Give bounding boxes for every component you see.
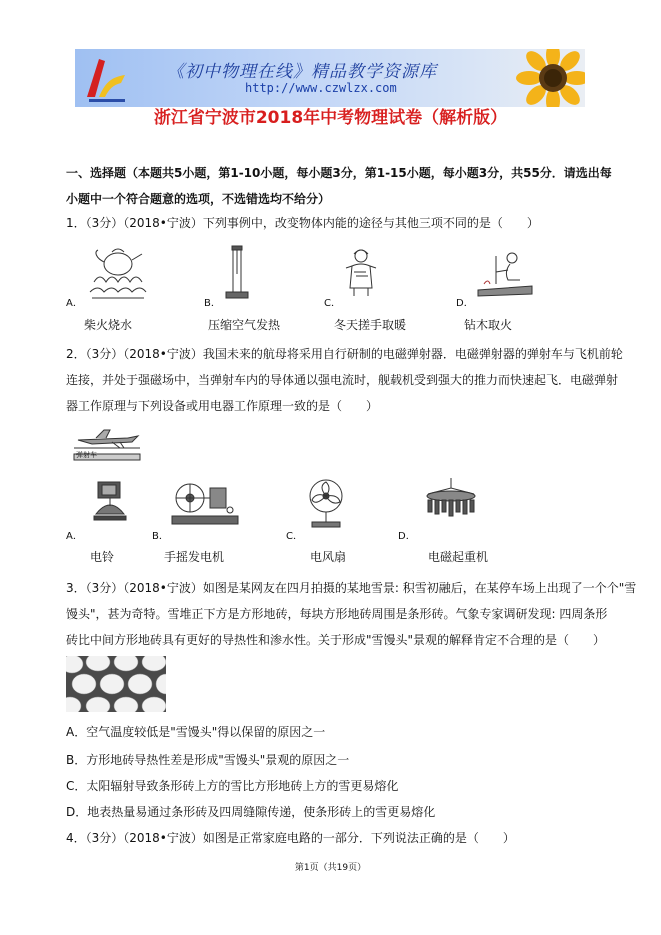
- q2-option-b-caption: 手摇发电机: [164, 550, 225, 564]
- question-1-stem: 1．（3分）（2018•宁波）下列事例中，改变物体内能的途径与其他三项不同的是（ ）: [66, 216, 539, 230]
- electromagnetic-crane-icon: [422, 478, 480, 524]
- drilling-wood-fire-icon: [474, 250, 536, 298]
- catapult-label: 弹射车: [76, 451, 97, 459]
- q1-option-b-caption: 压缩空气发热: [208, 318, 281, 332]
- question-2-line2: 连接，并处于强磁场中，当弹射车内的导体通以强电流时，舰载机受到强大的推力而快速起飞．电磁弹射: [66, 373, 619, 387]
- sunflower-icon: [485, 49, 585, 107]
- q1-option-a-letter: A．: [66, 298, 83, 309]
- q2-option-a-caption: 电铃: [90, 550, 115, 564]
- banner-text: 《初中物理在线》精品教学资源库: [167, 62, 437, 82]
- page-footer: 第1页（共19页）: [294, 863, 367, 873]
- q1-option-d-letter: D．: [456, 298, 474, 309]
- electric-fan-icon: [304, 478, 348, 530]
- question-3-line3: 砖比中间方形地砖具有更好的导热性和渗水性。关于形成"雪馒头"景观的解释肯定不合理的是（ ）: [66, 633, 606, 647]
- question-2-line3: 器工作原理与下列设备或用电器工作原理一致的是（ ）: [66, 399, 379, 413]
- aircraft-catapult-figure: [72, 428, 144, 466]
- section-header-line1: 一、选择题（本题共5小题，第1-10小题，每小题3分，第1-15小题，每小题3分，共55分．请选出每: [66, 166, 612, 180]
- q3-option-c: C．太阳辐射导致条形砖上方的雪比方形地砖上方的雪更易熔化: [66, 779, 399, 793]
- electric-bell-icon: [90, 478, 130, 524]
- q1-option-c-letter: C．: [324, 298, 341, 309]
- q2-option-d-letter: D．: [398, 531, 416, 542]
- snow-mounds-photo: [66, 656, 166, 712]
- q2-option-a-letter: A．: [66, 531, 83, 542]
- question-3-line2: 馒头"，甚为奇特。雪堆正下方是方形地砖，每块方形地砖周围是条形砖。气象专家调研发现: 四周条形: [66, 607, 608, 621]
- page-title: 浙江省宁波市2018年中考物理试卷（解析版）: [153, 108, 508, 128]
- kettle-on-fire-icon: [84, 246, 152, 302]
- air-compression-icon: [222, 244, 252, 302]
- q2-option-b-letter: B．: [152, 531, 169, 542]
- q2-option-c-letter: C．: [286, 531, 303, 542]
- q3-option-a: A．空气温度较低是"雪馒头"得以保留的原因之一: [66, 725, 326, 739]
- logo-icon: [81, 53, 131, 103]
- header-banner: [75, 49, 585, 107]
- q1-option-b-letter: B．: [204, 298, 221, 309]
- hand-generator-icon: [170, 480, 240, 528]
- rubbing-hands-icon: [342, 246, 380, 298]
- question-2-line1: 2．（3分）（2018•宁波）我国未来的航母将采用自行研制的电磁弹射器．电磁弹射器的弹射车与飞机前轮: [66, 347, 623, 361]
- section-header-line2: 小题中一个符合题意的选项，不选错选均不给分）: [66, 192, 331, 206]
- question-3-line1: 3．（3分）（2018•宁波）如图是某网友在四月拍摄的某地雪景: 积雪初融后，在某停车场上出现了一个个"雪: [66, 581, 637, 595]
- banner-url: http://www.czwlzx.com: [245, 81, 397, 95]
- q3-option-b: B．方形地砖导热性差是形成"雪馒头"景观的原因之一: [66, 753, 350, 767]
- q1-option-d-caption: 钻木取火: [464, 318, 513, 332]
- q1-option-c-caption: 冬天搓手取暖: [334, 318, 407, 332]
- q1-option-a-caption: 柴火烧水: [84, 318, 133, 332]
- question-4-stem: 4．（3分）（2018•宁波）如图是正常家庭电路的一部分．下列说法正确的是（ ）: [66, 831, 515, 845]
- q3-option-d: D．地表热量易通过条形砖及四周缝隙传递，使条形砖上的雪更易熔化: [66, 805, 436, 819]
- q2-option-c-caption: 电风扇: [310, 550, 347, 564]
- q2-option-d-caption: 电磁起重机: [428, 550, 489, 564]
